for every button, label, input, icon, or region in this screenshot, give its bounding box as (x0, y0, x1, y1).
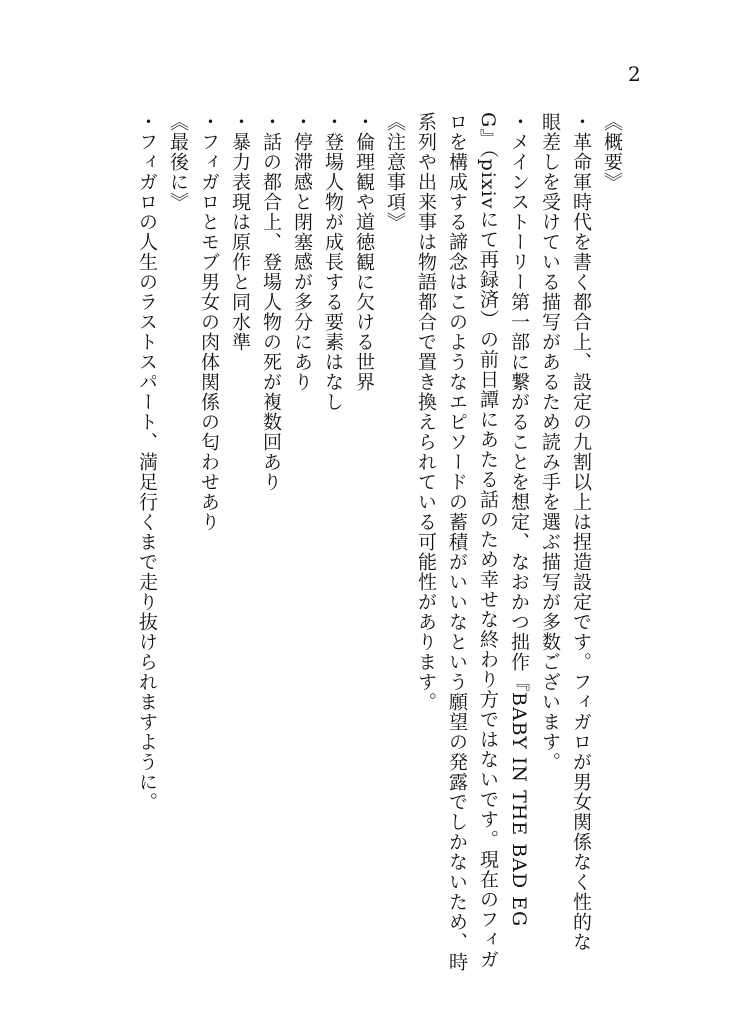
overview-line: G』（pixivにて再録済）の前日譚にあたる話のため幸せな終わり方ではないです。現在のフィガ (477, 112, 499, 970)
closing-heading: 《最後に》 (167, 112, 189, 212)
overview-line: ・メインストーリー第一部に繋がることを想定、なおかつ拙作『BABY IN THE BAD EG (508, 112, 530, 928)
overview-line: ロを構成する諦念はこのようなエピソードの蓄積がいいなという願望の発露でしかないため、時 (446, 112, 468, 972)
closing-line: ・フィガロの人生のラストスパート、満足行くまで走り抜けられますように。 (136, 112, 158, 812)
notes-item: ・話の都合上、登場人物の死が複数回あり (260, 112, 282, 492)
notes-item: ・フィガロとモブ男女の肉体関係の匂わせあり (198, 112, 220, 532)
notes-item: ・暴力表現は原作と同水準 (229, 112, 251, 352)
overview-line: 系列や出来事は物語都合で置き換えられている可能性があります。 (415, 112, 437, 712)
notes-item: ・登場人物が成長する要素はなし (322, 112, 344, 412)
notes-item: ・停滞感と閉塞感が多分にあり (291, 112, 313, 392)
notes-heading: 《注意事項》 (384, 112, 406, 232)
overview-heading: 《概要》 (601, 112, 623, 192)
vertical-text-body (131, 112, 627, 972)
overview-line: ・革命軍時代を書く都合上、設定の九割以上は捏造設定です。フィガロが男女関係なく性的な (570, 112, 592, 952)
notes-item: ・倫理観や道徳観に欠ける世界 (353, 112, 375, 392)
overview-line: 眼差しを受けている描写があるため読み手を選ぶ描写が多数ございます。 (539, 112, 561, 772)
page-number: 2 (628, 62, 641, 86)
